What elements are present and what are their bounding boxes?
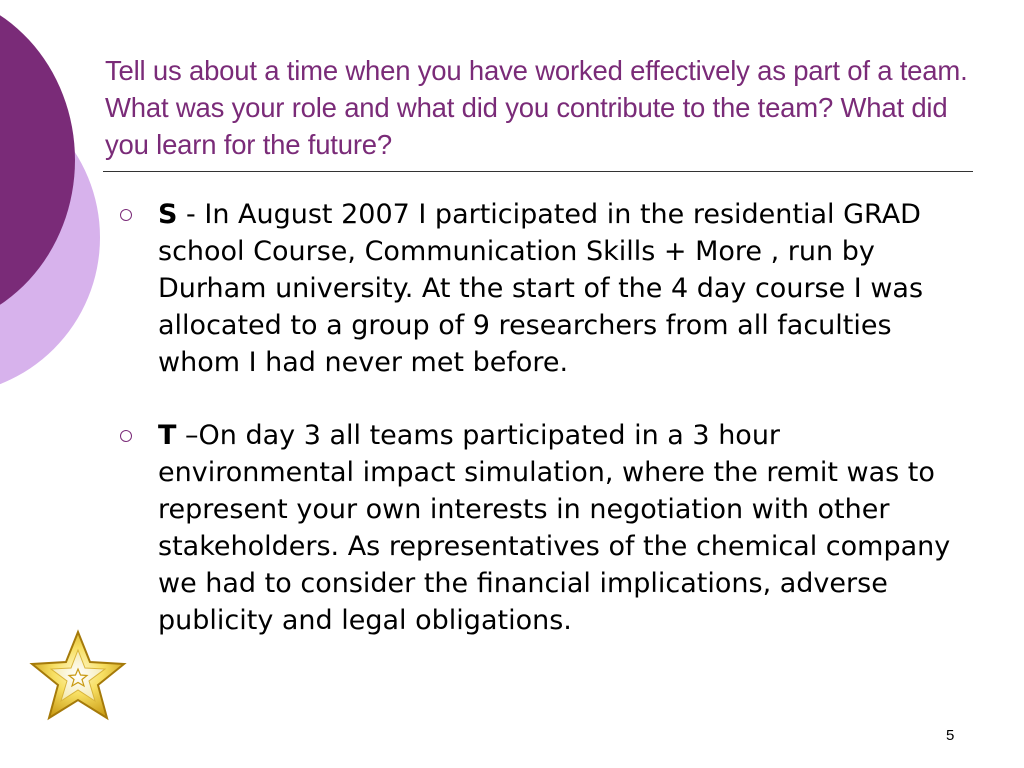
bullet-key: T [158,420,177,451]
hollow-circle-bullet-icon [120,209,132,221]
bullet-key: S [158,199,178,230]
hollow-circle-bullet-icon [120,430,132,442]
gold-star-icon [28,628,128,723]
bullet-text: - In August 2007 I participated in the residential GRAD school Course, Communication Skills + More , run by Durham university. At the start of the 4 day course I was allocated to a group of 9 researchers from all faculties whom I had never met before. [158,199,924,378]
bullet-item-task [120,417,980,639]
title-divider [103,171,973,172]
bullet-text: –On day 3 all teams participated in a 3 hour environmental impact simulation, where the remit was to represent your own interests in negotiation with other stakeholders. As representatives of the chemical company we had to consider the financial implications, adverse publicity and legal obligations. [158,420,951,636]
slide-title: Tell us about a time when you have worked effectively as part of a team. What was your role and what did you contribute to the team? What did you learn for the future? [105,55,968,160]
bullet-list [120,196,980,675]
slide-number: 5 [946,727,955,744]
bullet-item-situation [120,196,980,381]
